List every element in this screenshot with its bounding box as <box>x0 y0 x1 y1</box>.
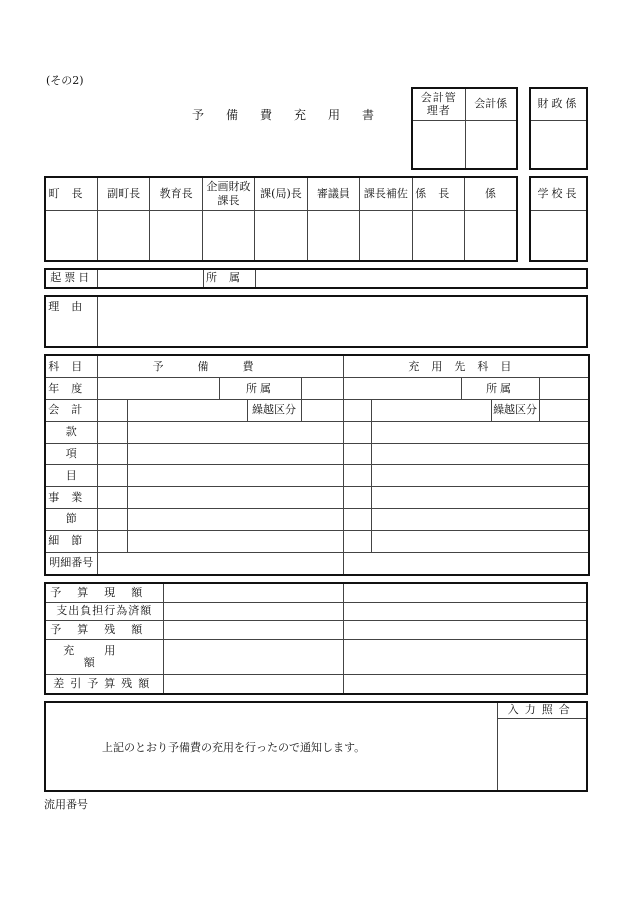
destination-account-code[interactable] <box>343 399 371 421</box>
reserve-account-name[interactable] <box>127 399 247 421</box>
draft-affiliation-label: 所属 <box>203 269 255 288</box>
school-principal-stamp[interactable] <box>530 210 587 261</box>
destination-account-name[interactable] <box>371 399 491 421</box>
destination-affiliation-label: 所属 <box>461 378 539 400</box>
reserve-kou-name[interactable] <box>127 443 343 465</box>
approval-label-superintendent: 教育長 <box>150 177 202 210</box>
approval-label-division-chief: 課(局)長 <box>255 177 307 210</box>
reserve-detail-number-field[interactable] <box>97 552 343 575</box>
reason-label: 理由 <box>45 296 97 347</box>
reserve-carryover-field[interactable] <box>301 399 343 421</box>
destination-setsu-code[interactable] <box>343 509 371 531</box>
approval-stamp-mayor[interactable] <box>45 210 97 261</box>
reserve-appropriation-amount[interactable] <box>163 639 343 675</box>
budget-label-appropriation: 充用額 <box>45 639 163 675</box>
budget-table <box>44 582 588 695</box>
notice-text: 上記のとおり予備費の充用を行ったので通知します。 <box>45 702 497 791</box>
reserve-saisetsu-code[interactable] <box>97 530 127 552</box>
destination-carryover-field[interactable] <box>539 399 589 421</box>
destination-kan-name[interactable] <box>371 421 589 443</box>
notice-table <box>44 701 588 792</box>
approval-label-section-chief: 係長 <box>412 177 464 210</box>
destination-saisetsu-code[interactable] <box>343 530 371 552</box>
approval-stamp-section-chief[interactable] <box>412 210 464 261</box>
approval-label-staff: 係 <box>465 177 518 210</box>
approval-stamp-councilor[interactable] <box>307 210 359 261</box>
reserve-year-field[interactable] <box>97 378 219 400</box>
draft-date-label: 起票日 <box>45 269 97 288</box>
destination-year-field[interactable] <box>343 378 461 400</box>
accounting-manager-label: 会計管理者 <box>412 88 465 120</box>
reserve-kou-code[interactable] <box>97 443 127 465</box>
approval-stamp-superintendent[interactable] <box>150 210 202 261</box>
school-principal-table <box>529 176 588 262</box>
approval-label-councilor: 審議員 <box>307 177 359 210</box>
destination-kan-code[interactable] <box>343 421 371 443</box>
reserve-saisetsu-name[interactable] <box>127 530 343 552</box>
input-check-stamp[interactable] <box>497 718 587 791</box>
approval-stamp-deputy-mayor[interactable] <box>97 210 149 261</box>
reserve-project-name[interactable] <box>127 487 343 509</box>
row-label-project: 事業 <box>45 487 97 509</box>
approval-stamp-assistant-chief[interactable] <box>360 210 412 261</box>
year-label: 年度 <box>45 378 97 400</box>
reserve-account-code[interactable] <box>97 399 127 421</box>
approval-label-planning-finance-chief: 企画財政課長 <box>202 177 254 210</box>
reserve-carryover-label: 繰越区分 <box>247 399 301 421</box>
reserve-moku-name[interactable] <box>127 465 343 487</box>
approval-row-table <box>44 176 518 262</box>
destination-affiliation-field[interactable] <box>539 378 589 400</box>
school-principal-label: 学校長 <box>530 177 587 210</box>
row-label-kan: 款 <box>45 421 97 443</box>
accounting-section-stamp[interactable] <box>465 120 517 169</box>
draft-affiliation-field[interactable] <box>255 269 587 288</box>
reserve-header: 予備費 <box>97 355 343 378</box>
row-label-moku: 目 <box>45 465 97 487</box>
destination-kou-name[interactable] <box>371 443 589 465</box>
destination-project-name[interactable] <box>371 487 589 509</box>
accounting-section-label: 会計係 <box>465 88 517 120</box>
account-label: 会計 <box>45 399 97 421</box>
budget-label-net-remaining: 差引予算残額 <box>45 675 163 694</box>
document-title: 予備費充用書 <box>192 108 397 122</box>
reserve-setsu-code[interactable] <box>97 509 127 531</box>
approval-label-mayor: 町長 <box>45 177 97 210</box>
reserve-moku-code[interactable] <box>97 465 127 487</box>
row-label-setsu: 節 <box>45 509 97 531</box>
draft-row-table <box>44 268 588 289</box>
approval-label-assistant-chief: 課長補佐 <box>360 177 412 210</box>
page-note: (その2) <box>46 74 84 87</box>
approval-stamp-division-chief[interactable] <box>255 210 307 261</box>
destination-project-code[interactable] <box>343 487 371 509</box>
destination-moku-code[interactable] <box>343 465 371 487</box>
destination-budget-committed[interactable] <box>343 602 587 621</box>
destination-header: 充用先科目 <box>343 355 589 378</box>
destination-kou-code[interactable] <box>343 443 371 465</box>
input-check-label: 入力照合 <box>497 702 587 718</box>
reserve-kan-code[interactable] <box>97 421 127 443</box>
subject-header: 科目 <box>45 355 97 378</box>
destination-net-remaining[interactable] <box>343 675 587 694</box>
approval-stamp-staff[interactable] <box>465 210 518 261</box>
reason-table <box>44 295 588 348</box>
reason-field[interactable] <box>97 296 587 347</box>
destination-budget-current[interactable] <box>343 583 587 602</box>
detail-number-label: 明細番号 <box>45 552 97 575</box>
row-label-saisetsu: 細節 <box>45 530 97 552</box>
accounting-approval-table <box>411 87 518 170</box>
reserve-setsu-name[interactable] <box>127 509 343 531</box>
budget-label-current: 予算現額 <box>45 583 163 602</box>
transfer-number-label: 流用番号 <box>44 798 88 811</box>
approval-label-deputy-mayor: 副町長 <box>97 177 149 210</box>
reserve-affiliation-field[interactable] <box>301 378 343 400</box>
accounting-manager-stamp[interactable] <box>412 120 465 169</box>
reserve-project-code[interactable] <box>97 487 127 509</box>
finance-section-label: 財政係 <box>530 88 587 120</box>
draft-date-field[interactable] <box>97 269 203 288</box>
reserve-budget-committed[interactable] <box>163 602 343 621</box>
budget-label-committed: 支出負担行為済額 <box>45 602 163 621</box>
finance-approval-table <box>529 87 588 170</box>
destination-moku-name[interactable] <box>371 465 589 487</box>
destination-appropriation-amount[interactable] <box>343 639 587 675</box>
destination-budget-remaining[interactable] <box>343 621 587 640</box>
approval-stamp-planning-finance-chief[interactable] <box>202 210 254 261</box>
destination-carryover-label: 繰越区分 <box>491 399 539 421</box>
row-label-kou: 項 <box>45 443 97 465</box>
destination-saisetsu-name[interactable] <box>371 530 589 552</box>
reserve-budget-current[interactable] <box>163 583 343 602</box>
budget-label-remaining: 予算残額 <box>45 621 163 640</box>
reserve-kan-name[interactable] <box>127 421 343 443</box>
finance-section-stamp[interactable] <box>530 120 587 169</box>
reserve-net-remaining[interactable] <box>163 675 343 694</box>
reserve-affiliation-label: 所属 <box>219 378 301 400</box>
subject-table <box>44 354 590 576</box>
destination-setsu-name[interactable] <box>371 509 589 531</box>
reserve-budget-remaining[interactable] <box>163 621 343 640</box>
destination-detail-number-field[interactable] <box>343 552 589 575</box>
